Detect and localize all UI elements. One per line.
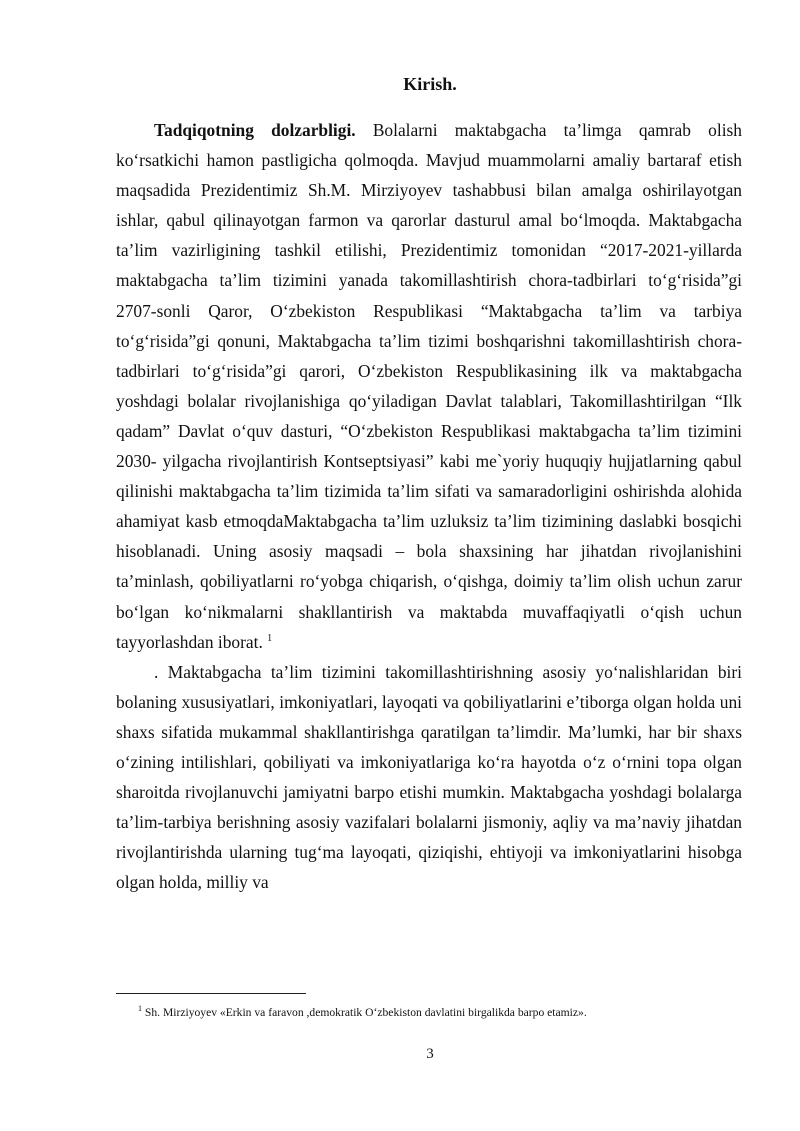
footnote-divider: [116, 993, 306, 994]
page-heading: Kirish.: [403, 74, 457, 94]
paragraph-text: Bolalarni maktabgacha ta’limga qamrab olish ko‘rsatkichi hamon pastligicha qolmoqda. Mavjud muammolarni amaliy bartaraf etish maqsadida Prezidentimiz Sh.M. Mirziyoyev tashabbusi bilan amalga oshirilayotgan ishlar, qabul qilinayotgan farmon va qarorlar dasturul amal bo‘lmoqda. Maktabgacha ta’lim vazirligining tashkil etilishi, Prezidentimiz tomonidan “2017-2021-yillarda maktabgacha ta’lim tizimini yanada takomillashtirish chora-tadbirlari to‘g‘risida”gi 2707-sonli Qaror, O‘zbekiston Respublikasi “Maktabgacha ta’lim va tarbiya to‘g‘risida”gi qonuni, Maktabgacha ta’lim tizimi boshqarishni takomillashtirish chora-tadbirlari to‘g‘risida”gi qarori, O‘zbekiston Respublikasining ilk va maktabgacha yoshdagi bolalar rivojlanishiga qo‘yiladigan Davlat talablari, Takomillashtirilgan “Ilk qadam” Davlat o‘quv dasturi, “O‘zbekiston Respublikasi maktabgacha ta’lim tizimini 2030- yilgacha rivojlantirish Kontseptsiyasi” kabi me`yoriy huquqiy hujjatlarning qabul qilinishi maktabgacha ta’lim tizimida ta’lim sifati va samaradorligini oshirishda alohida ahamiyat kasb etmoqdaMaktabgacha ta’lim uzluksiz ta’lim tizimining daslabki bosqichi hisoblanadi. Uning asosiy maqsadi – bola shaxsining har jihatdan rivojlanishini ta’minlash, qobiliyatlarni ro‘yobga chiqarish, o‘qishga, doimiy ta’lim olish uchun zarur bo‘lgan ko‘nikmalarni shakllantirish va maktabda muvaffaqiyatli o‘qish uchun tayyorlashdan iborat.: [116, 120, 742, 652]
paragraph-relevance: [116, 115, 742, 657]
footnote: [116, 1001, 756, 1021]
footnote-text: Sh. Mirziyoyev «Erkin va faravon ,demokratik O‘zbekiston davlatini birgalikda barpo etamiz».: [142, 1005, 587, 1019]
footnote-marker: 1: [138, 1004, 142, 1013]
paragraph-second: . Maktabgacha ta’lim tizimini takomillashtirishning asosiy yo‘nalishlaridan biri bolaning xususiyatlari, imkoniyatlari, layoqati va qobiliyatlarini e’tiborga olgan holda uni shaxs sifatida mukammal shakllantirishga qaratilgan ta’limdir. Ma’lumki, har bir shaxs o‘zining intilishlari, qobiliyati va imkoniyatlariga ko‘ra hayotda o‘z o‘rnini topa olgan sharoitda rivojlanuvchi jamiyatni barpo etishi mumkin. Maktabgacha yoshdagi bolalarga ta’lim-tarbiya berishning asosiy vazifalari bolalarni jismoniy, aqliy va ma’naviy jihatdan rivojlantirishda ularning tug‘ma layoqati, qiziqishi, ehtiyoji va imkoniyatlarini hisobga olgan holda, milliy va: [116, 661, 742, 893]
footnote-reference[interactable]: 1: [267, 632, 273, 644]
paragraph-lead: Tadqiqotning dolzarbligi.: [154, 120, 356, 140]
body-text: [116, 115, 742, 897]
page-number: 3: [426, 1046, 434, 1062]
